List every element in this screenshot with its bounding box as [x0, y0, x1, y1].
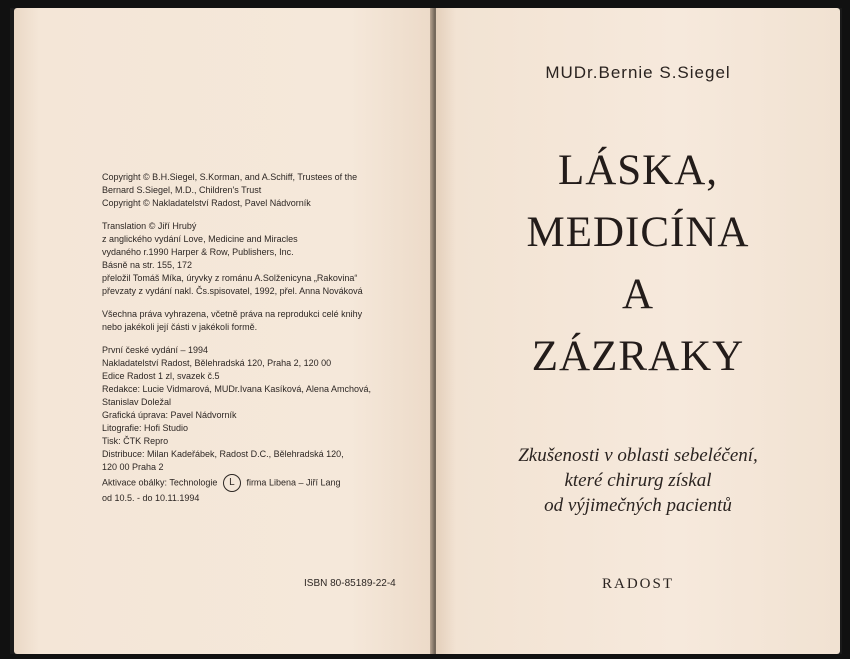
colophon-paragraph: [102, 344, 402, 505]
activation-line: [102, 474, 402, 492]
colophon-line: Grafická úprava: Pavel Nádvorník: [102, 410, 237, 420]
activation-prefix: Aktivace obálky: Technologie: [102, 477, 218, 488]
subtitle-line: které chirurg získal: [564, 470, 712, 491]
colophon-line: Edice Radost 1 zl, svazek č.5: [102, 371, 220, 381]
title-line: A: [621, 271, 655, 318]
colophon-line: Stanislav Doležal: [102, 397, 172, 407]
isbn: ISBN 80-85189-22-4: [304, 578, 396, 589]
copyright-block: [102, 171, 402, 505]
colophon-line: z anglického vydání Love, Medicine and Miracles: [102, 234, 298, 244]
title-line: MEDICÍNA: [526, 209, 750, 256]
colophon-line: Tisk: ČTK Repro: [102, 436, 169, 446]
colophon-line: Bernard S.Siegel, M.D., Children's Trust: [102, 185, 262, 195]
colophon-line: Všechna práva vyhrazena, včetně práva na reprodukci celé knihy: [102, 309, 363, 319]
open-book: [10, 8, 842, 654]
colophon-line: Litografie: Hofi Studio: [102, 423, 189, 433]
publisher-name: RADOST: [601, 576, 674, 592]
colophon-line: Distribuce: Milan Kadeřábek, Radost D.C., Bělehradská 120,: [102, 449, 344, 459]
colophon-line: nebo jakékoli její části v jakékoli formě.: [102, 322, 258, 332]
subtitle-line: Zkušenosti v oblasti sebeléčení,: [518, 445, 758, 466]
technology-logo-icon: L: [223, 474, 241, 492]
activation-suffix: firma Libena – Jiří Lang: [246, 477, 341, 488]
colophon-line: Translation © Jiří Hrubý: [102, 221, 197, 231]
colophon-paragraph: [102, 308, 402, 334]
colophon-line: Básně na str. 155, 172: [102, 260, 193, 270]
colophon-line: vydaného r.1990 Harper & Row, Publishers, Inc.: [102, 247, 294, 257]
colophon-line: První české vydání – 1994: [102, 345, 209, 355]
book-title: [436, 140, 840, 388]
colophon-line: Copyright © B.H.Siegel, S.Korman, and A.Schiff, Trustees of the: [102, 172, 358, 182]
colophon-line: převzaty z vydání nakl. Čs.spisovatel, 1992, přel. Anna Nováková: [102, 286, 363, 296]
activation-dates: od 10.5. - do 10.11.1994: [102, 493, 200, 503]
colophon-line: Nakladatelství Radost, Bělehradská 120, Praha 2, 120 00: [102, 358, 332, 368]
colophon-paragraph: [102, 171, 402, 210]
right-page: [436, 8, 840, 654]
colophon-paragraph: [102, 220, 402, 298]
book-subtitle: [436, 443, 840, 518]
colophon-line: Copyright © Nakladatelství Radost, Pavel Nádvorník: [102, 198, 311, 208]
colophon-line: přeložil Tomáš Míka, úryvky z románu A.Solženicyna „Rakovina“: [102, 273, 358, 283]
author-name: MUDr.Bernie S.Siegel: [545, 63, 731, 82]
subtitle-line: od výjimečných pacientů: [544, 495, 732, 516]
left-page: [14, 8, 434, 654]
title-line: LÁSKA,: [557, 147, 719, 194]
colophon-line: 120 00 Praha 2: [102, 462, 164, 472]
title-line: ZÁZRAKY: [531, 333, 745, 380]
colophon-line: Redakce: Lucie Vidmarová, MUDr.Ivana Kasíková, Alena Amchová,: [102, 384, 371, 394]
